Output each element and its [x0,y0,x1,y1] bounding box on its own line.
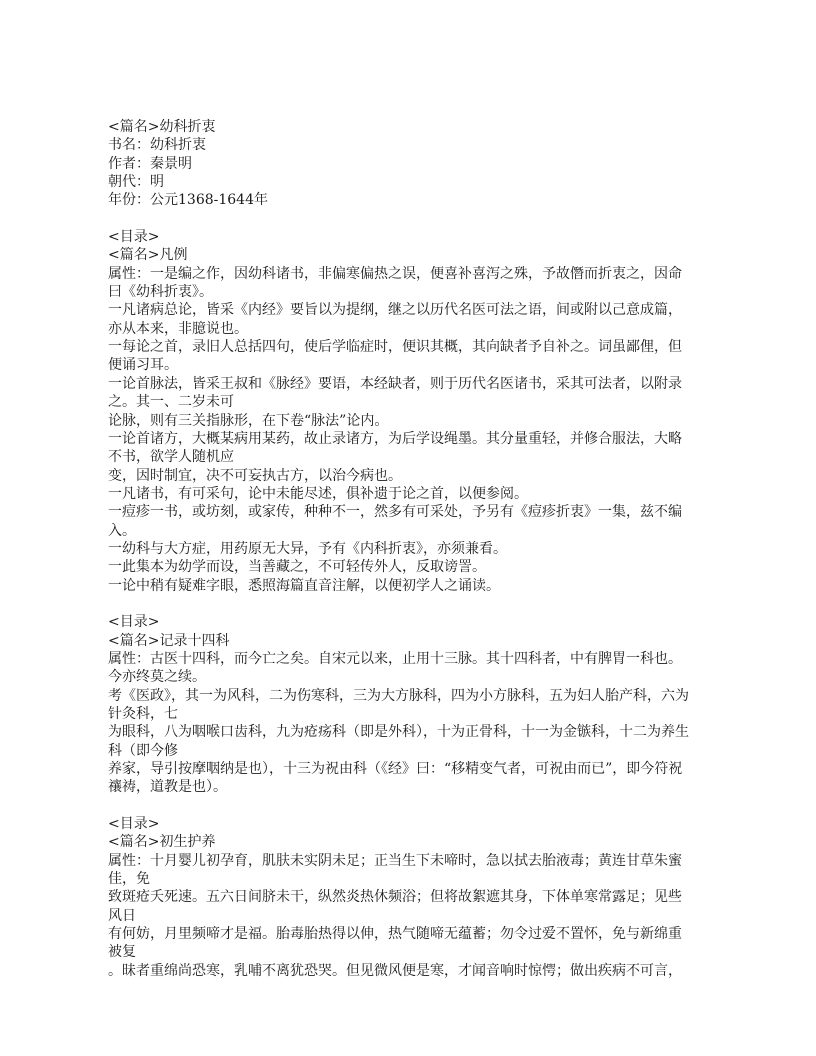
text-line: 一凡诸病总论，皆采《内经》要旨以为提纲，继之以历代名医可法之语，间或附以己意成篇， [108,302,682,319]
text-line: 有何妨，月里频啼才是福。胎毒胎热得以伸，热气随啼无蕴蓄；勿令过爱不置怀，免与新绵重 [108,926,682,943]
text-line: 属性：古医十四科，而今亡之矣。自宋元以来，止用十三脉。其十四科者，中有脾胃一科也。 [108,650,682,667]
text-line: 被复 [108,944,136,961]
text-line: 亦从本来，非臆说也。 [108,320,248,337]
text-line: 科（即今修 [108,742,178,759]
spacer [108,595,714,613]
text-line: 风日 [108,907,136,924]
section-title: <篇名>凡例 [108,247,188,264]
text-line: 一论首诸方，大概某病用某药，故止录诸方，为后学设绳墨。其分量重轻，并修合服法，大略 [108,430,682,447]
toc-tag: <目录> [108,614,160,631]
years: 年份：公元1368-1644年 [108,192,268,209]
text-line: 曰《幼科折衷》。 [108,284,213,301]
section-newborn-care [108,815,714,980]
text-line: 养家，导引按摩咽纳是也），十三为祝由科（《经》曰：“移精变气者，可祝由而已”，即今符祝 [108,761,683,778]
text-line: 致斑疮夭死速。五六日间脐未干，纵然炎热休频浴；但将故絮遮其身，下体单寒常露足；见些 [108,889,682,906]
text-line: 一论中稍有疑难字眼，悉照海篇直音注解，以便初学人之诵读。 [108,577,500,594]
section-fourteen-branches [108,613,714,796]
spacer [108,797,714,815]
text-line: 入。 [108,522,136,539]
text-line: 。昧者重绵尚恐寒，乳哺不离犹恐哭。但见微风便是寒，才闻音响时惊愕；做出疾病不可言， [108,962,682,979]
text-line: 之。其一、二岁未可 [108,394,234,411]
section-fanli [108,228,714,595]
header-block [108,118,714,210]
text-line: 一每论之首，录旧人总括四句，使后学临症时，便识其概，其向缺者予自补之。词虽鄙俚，但 [108,339,682,356]
text-line: 属性：一是编之作，因幼科诸书，非偏寒偏热之误，便喜补喜泻之殊，予故僭而折衷之，因命 [108,265,682,282]
text-line: 不书，欲学人随机应 [108,449,234,466]
text-line: 论脉，则有三关指脉形，在下卷“脉法”论内。 [108,412,389,429]
document-page [108,118,714,980]
text-line: 禳祷，道教是也）。 [108,779,227,796]
toc-tag: <目录> [108,816,160,833]
dynasty: 朝代：明 [108,174,164,191]
author: 作者：秦景明 [108,155,192,172]
text-line: 一凡诸书，有可采句，论中未能尽述，俱补遗于论之首，以便参阅。 [108,485,528,502]
chapter-title: <篇名>幼科折衷 [108,119,216,135]
text-line: 一此集本为幼学而设，当善藏之，不可轻传外人，反取谤詈。 [108,559,486,576]
spacer [108,210,714,228]
text-line: 一幼科与大方症，用药原无大异，予有《内科折衷》，亦须兼看。 [108,540,507,557]
book-name: 书名：幼科折衷 [108,137,206,154]
section-title: <篇名>初生护养 [108,834,216,851]
section-title: <篇名>记录十四科 [108,632,230,649]
text-line: 考《医政》，其一为风科，二为伤寒科，三为大方脉科，四为小方脉科，五为妇人胎产科，六为 [108,687,689,704]
text-line: 为眼科，八为咽喉口齿科，九为疮疡科（即是外科），十为正骨科，十一为金镞科，十二为养生 [108,724,689,741]
text-line: 佳，免 [108,871,150,888]
text-line: 今亦终莫之续。 [108,669,206,686]
text-line: 一论首脉法，皆采王叔和《脉经》要语，本经缺者，则于历代名医诸书，采其可法者，以附录 [108,375,682,392]
text-line: 变，因时制宜，决不可妄执古方，以治今病也。 [108,467,402,484]
text-line: 属性：十月婴儿初孕育，肌肤未实阴未足；正当生下未啼时，急以拭去胎液毒；黄连甘草朱蜜 [108,852,682,869]
toc-tag: <目录> [108,229,160,246]
text-line: 针灸科，七 [108,706,178,722]
text-line: 便诵习耳。 [108,357,178,374]
text-line: 一痘疹一书，或坊刻，或家传，种种不一，然多有可采处，予另有《痘疹折衷》一集，兹不编 [108,504,682,521]
